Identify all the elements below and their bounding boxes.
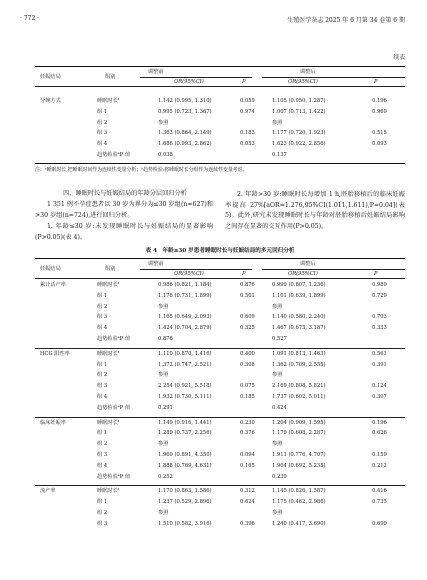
column-p-header: P xyxy=(242,79,246,85)
table-cell-or-unadjusted: 0.986 (0.821, 1.184) xyxy=(158,282,212,288)
table-row-group: 组 4 xyxy=(97,394,108,400)
table-cell-p-unadjusted: 0.312 xyxy=(240,488,255,495)
table-row-group: 组 4 xyxy=(97,325,108,332)
table-top-rule xyxy=(35,66,405,67)
section-separator-rule xyxy=(35,417,405,418)
column-group-rule xyxy=(262,269,405,270)
table-row-group: 睡眠时长¹ xyxy=(97,488,120,495)
table-row-group: 组 4 xyxy=(97,462,108,469)
table-row-group: 组 1 xyxy=(97,292,108,299)
table-row-group: 组 2 xyxy=(97,303,108,310)
section-label: 临床妊娠率 xyxy=(40,419,66,426)
table-row-group: 睡眠时长¹ xyxy=(97,350,120,357)
table-cell-or-unadjusted: 1.110 (0.870, 1.416) xyxy=(158,350,212,357)
table-cell-or-adjusted: 1.362 (0.709, 2.555) xyxy=(272,361,326,368)
table-cell-p-unadjusted: 0.376 xyxy=(240,430,255,437)
table-cell-or-unadjusted: 1.424 (0.704, 2.879) xyxy=(158,325,212,332)
table-cell-p-adjusted: 0.196 xyxy=(372,419,387,426)
table-cell-p-adjusted: 0.561 xyxy=(372,350,387,357)
table-row-group: 组 2 xyxy=(97,119,108,126)
table-row-group: 组 3 xyxy=(97,383,108,390)
table-row-group: 组 2 xyxy=(97,441,108,448)
column-or-header: OR(95%CI) xyxy=(288,271,318,277)
table-cell-or-unadjusted: 1.932 (0.730, 5.111) xyxy=(158,394,212,400)
section-separator-rule xyxy=(35,485,405,486)
table-cell-or-unadjusted: 1.510 (0.582, 3.916) xyxy=(158,520,212,527)
table-cell-p-adjusted: 0.416 xyxy=(372,488,387,495)
table-cell-or-adjusted: 2.169 (0.808, 5.821) xyxy=(272,383,326,390)
table-cell-p-unadjusted: 0.185 xyxy=(240,394,255,400)
column-group-adjusted: 调整后 xyxy=(300,69,316,75)
table-cell-or-adjusted: 1.623 (0.922, 2.856) xyxy=(272,141,326,148)
column-or-header: OR(95%CI) xyxy=(288,79,318,85)
table-cell-p-unadjusted: 0.059 xyxy=(240,98,255,104)
table-cell-p-adjusted: 0.333 xyxy=(372,325,387,332)
table-cell-p-adjusted: 0.989 xyxy=(372,282,387,288)
table-cell-or-unadjusted: 0.291 xyxy=(158,404,173,411)
table-cell-or-adjusted: 参照 xyxy=(272,119,283,126)
table-cell-or-unadjusted: 参照 xyxy=(158,510,169,516)
table-row-group: 组 2 xyxy=(97,510,108,516)
table-row-group: 组 3 xyxy=(97,130,108,137)
table-cell-p-unadjusted: 0.400 xyxy=(240,350,255,357)
table-cell-or-adjusted: 1.007 (0.713, 1.422) xyxy=(272,108,326,115)
column-or-header: OR(95%CI) xyxy=(174,271,204,277)
table-cell-or-unadjusted: 1.237 (0.529, 2.896) xyxy=(158,499,212,506)
right-paragraph: 2. 年龄>30 岁:睡眠时长每增加 1 h,胚胎移植后的临床妊娠率提高 27%[aOR=1.276,95%CI(1.011,1.611),P=0.04](表 5)。此外,研究未发现睡眠时长与年龄对胚胎移植后妊娠结局影响之间存在显著的交互作用(P>0.05)。 xyxy=(225,191,405,230)
table-cell-p-unadjusted: 0.094 xyxy=(240,452,255,458)
table-cell-or-adjusted: 0.424 xyxy=(272,404,287,411)
table-row-group: 组 1 xyxy=(97,430,108,437)
table-cell-or-unadjusted: 1.165 (0.649, 2.093) xyxy=(158,314,212,321)
table-cell-or-unadjusted: 1.170 (0.863, 1.586) xyxy=(158,488,212,495)
column-group-rule xyxy=(140,77,252,78)
table-header-rule xyxy=(35,86,405,87)
table-cell-or-unadjusted: 0.876 xyxy=(158,336,173,342)
column-group-header: 组别 xyxy=(105,266,116,272)
column-p-header: P xyxy=(374,271,378,277)
table-row-group: 睡眠时长¹ xyxy=(97,419,120,426)
table-cell-or-adjusted: 1.179 (0.608, 2.287) xyxy=(272,430,326,437)
table-cell-p-adjusted: 0.729 xyxy=(372,292,387,299)
table-row-group: 组 1 xyxy=(97,108,108,115)
column-group-unadjusted: 调整前 xyxy=(148,261,164,267)
table-cell-p-adjusted: 0.735 xyxy=(372,499,387,506)
table-cell-or-adjusted: 1.091 (0.813, 1.463) xyxy=(272,350,326,357)
journal-header: 生殖医学杂志 2025 年 6 月第 34 卷第 6 期 xyxy=(287,17,405,24)
table-row-group: 趋势检验ᵃP 值 xyxy=(97,336,131,342)
section-title: 四、睡眠时长与妊娠结局的年龄分层回归分析 xyxy=(63,190,187,197)
table-cell-or-unadjusted: 0.252 xyxy=(158,473,173,480)
section-label: HCG 阳性率 xyxy=(40,350,70,357)
column-group-rule xyxy=(140,269,252,270)
left-paragraph-1: 1 351 例不孕症患者以 30 岁为界分为≤30 岁组(n=627)和>30 岁组(n=724),进行回归分析。 xyxy=(35,201,213,219)
table-cell-or-unadjusted: 0.995 (0.723, 1.367) xyxy=(158,108,212,115)
table-cell-or-adjusted: 1.145 (0.826, 1.587) xyxy=(272,488,326,495)
table-cell-p-unadjusted: 0.974 xyxy=(240,108,255,115)
table-cell-or-adjusted: 1.904 (0.692, 5.235) xyxy=(272,462,326,469)
table-cell-or-adjusted: 1.240 (0.417, 3.690) xyxy=(272,520,326,527)
table-cell-or-adjusted: 1.467 (0.675, 3.187) xyxy=(272,325,326,332)
column-p-header: P xyxy=(374,79,378,85)
table-cell-or-unadjusted: 参照 xyxy=(158,119,169,126)
table-note: 注：ᵃ睡眠时长,把睡眠时间作为连续性变量分析；ᵇ趋势检验:将睡眠时长分组作为连续性变量考虑。 xyxy=(35,167,248,173)
table-cell-p-unadjusted: 0.308 xyxy=(240,361,255,368)
table-cell-p-adjusted: 0.212 xyxy=(372,462,387,469)
table-row-group: 组 3 xyxy=(97,314,108,321)
page-number: · 772 · xyxy=(20,15,40,22)
table-cell-or-adjusted: 参照 xyxy=(272,510,283,516)
table-cell-p-adjusted: 0.391 xyxy=(372,361,387,368)
table-cell-or-unadjusted: 1.363 (0.864, 2.149) xyxy=(158,130,212,137)
table-cell-or-adjusted: 0.527 xyxy=(272,336,287,342)
table-cell-p-unadjusted: 0.183 xyxy=(240,130,255,137)
table-cell-p-unadjusted: 0.165 xyxy=(240,462,255,469)
table-row-group: 睡眠时长¹ xyxy=(97,98,120,104)
section-separator-rule xyxy=(35,348,405,349)
table-cell-p-unadjusted: 0.396 xyxy=(240,520,255,527)
table-row-group: 组 3 xyxy=(97,520,108,527)
table-cell-p-unadjusted: 0.325 xyxy=(240,325,255,332)
table-cell-or-adjusted: 1.140 (0.580, 2.240) xyxy=(272,314,326,321)
table-cell-or-adjusted: 参照 xyxy=(272,372,283,379)
table-cell-p-unadjusted: 0.624 xyxy=(240,499,255,506)
section-label: 流产率 xyxy=(40,488,56,495)
table-row-group: 趋势检验ᵃP 值 xyxy=(97,152,131,158)
column-or-header: OR(95%CI) xyxy=(174,79,204,85)
table-row-group: 趋势检验ᵃP 值 xyxy=(97,404,131,411)
table-cell-or-unadjusted: 参照 xyxy=(158,372,169,379)
table-cell-or-unadjusted: 1.969 (0.891, 4.350) xyxy=(158,452,212,458)
table-cell-or-adjusted: 1.175 (0.462, 2.986) xyxy=(272,499,326,506)
left-paragraph-2: 1. 年龄≤30 岁:未发现睡眠时长与妊娠结局的显著影响(P>0.05)(表 4)。 xyxy=(35,223,213,241)
table-cell-or-adjusted: 1.204 (0.909, 1.595) xyxy=(272,419,326,426)
table-cell-p-unadjusted: 0.075 xyxy=(240,383,255,390)
table-cell-or-unadjusted: 参照 xyxy=(158,303,169,310)
table-row-group: 组 1 xyxy=(97,499,108,506)
table-cell-or-unadjusted: 1.289 (0.737, 2.256) xyxy=(158,430,212,437)
table-cell-or-unadjusted: 0.038 xyxy=(158,152,173,158)
column-outcome-header: 妊娠结局 xyxy=(40,74,61,80)
table-cell-p-adjusted: 0.699 xyxy=(372,520,387,527)
column-group-header: 组别 xyxy=(105,74,116,80)
table-cell-p-unadjusted: 0.609 xyxy=(240,314,255,321)
column-group-rule xyxy=(262,77,405,78)
column-group-unadjusted: 调整前 xyxy=(148,69,164,75)
table-cell-or-adjusted: 0.239 xyxy=(272,473,287,480)
table-cell-or-unadjusted: 1.178 (0.731, 1.899) xyxy=(158,292,212,299)
table-4-caption: 表 4 年龄≤30 岁患者睡眠时长与妊娠结局的多元回归分析 xyxy=(145,248,295,254)
table-cell-or-adjusted: 0.999 (0.807, 1.236) xyxy=(272,282,326,288)
table-cell-p-adjusted: 0.703 xyxy=(372,314,387,321)
table-cell-or-unadjusted: 1.149 (0.916, 1.441) xyxy=(158,419,212,426)
table-cell-or-adjusted: 1.177 (0.720, 1.923) xyxy=(272,130,326,137)
table-cell-p-adjusted: 0.626 xyxy=(372,430,387,437)
section-label: 累计活产率 xyxy=(40,282,66,288)
table-cell-p-adjusted: 0.093 xyxy=(372,141,387,148)
table-cell-p-unadjusted: 0.053 xyxy=(240,141,255,148)
table-cell-p-adjusted: 0.969 xyxy=(372,108,387,115)
table-cell-p-adjusted: 0.515 xyxy=(372,130,387,137)
table-cell-p-unadjusted: 0.876 xyxy=(240,282,255,288)
table-row-group: 睡眠时长¹ xyxy=(97,282,120,288)
table-cell-or-unadjusted: 参照 xyxy=(158,441,169,448)
table-cell-or-unadjusted: 1.686 (0.993, 2.862) xyxy=(158,141,212,148)
column-group-adjusted: 调整后 xyxy=(300,261,316,267)
table-cell-p-adjusted: 0.196 xyxy=(372,98,387,104)
table-row-group: 组 1 xyxy=(97,361,108,368)
table-cell-p-adjusted: 0.124 xyxy=(372,383,387,390)
table-bottom-rule xyxy=(35,163,405,164)
table-cell-or-unadjusted: 2.254 (0.921, 5.518) xyxy=(158,383,212,390)
table-cell-p-unadjusted: 0.501 xyxy=(240,292,255,299)
table-cell-or-adjusted: 1.911 (0.776, 4.707) xyxy=(272,452,326,458)
column-outcome-header: 妊娠结局 xyxy=(40,266,61,272)
table-cell-or-unadjusted: 1.372 (0.747, 2.521) xyxy=(158,361,212,368)
table-cell-or-unadjusted: 1.888 (0.769, 4.631) xyxy=(158,462,212,469)
table-cell-p-adjusted: 0.159 xyxy=(372,452,387,458)
table-cell-or-adjusted: 参照 xyxy=(272,303,283,310)
table-row-group: 趋势检验ᵃP 值 xyxy=(97,473,131,480)
table-row-group: 组 3 xyxy=(97,452,108,458)
table-row-group: 组 2 xyxy=(97,372,108,379)
table-cell-or-adjusted: 1.101 (0.639, 1.899) xyxy=(272,292,326,299)
table-cell-or-adjusted: 0.137 xyxy=(272,152,287,158)
table-cell-or-adjusted: 1.105 (0.950, 1.287) xyxy=(272,98,326,104)
table-header-rule xyxy=(35,278,405,279)
section-label: 分娩方式 xyxy=(40,98,61,104)
column-p-header: P xyxy=(242,271,246,277)
table-top-rule xyxy=(35,258,405,259)
table-cell-or-unadjusted: 1.142 (0.995, 1.310) xyxy=(158,98,212,104)
table-cell-p-adjusted: 0.307 xyxy=(372,394,387,400)
continued-label: 续表 xyxy=(393,55,405,61)
table-row-group: 组 4 xyxy=(97,141,108,148)
table-cell-or-adjusted: 1.737 (0.602, 5.011) xyxy=(272,394,326,400)
table-cell-p-unadjusted: 0.230 xyxy=(240,419,255,426)
table-cell-or-adjusted: 参照 xyxy=(272,441,283,448)
